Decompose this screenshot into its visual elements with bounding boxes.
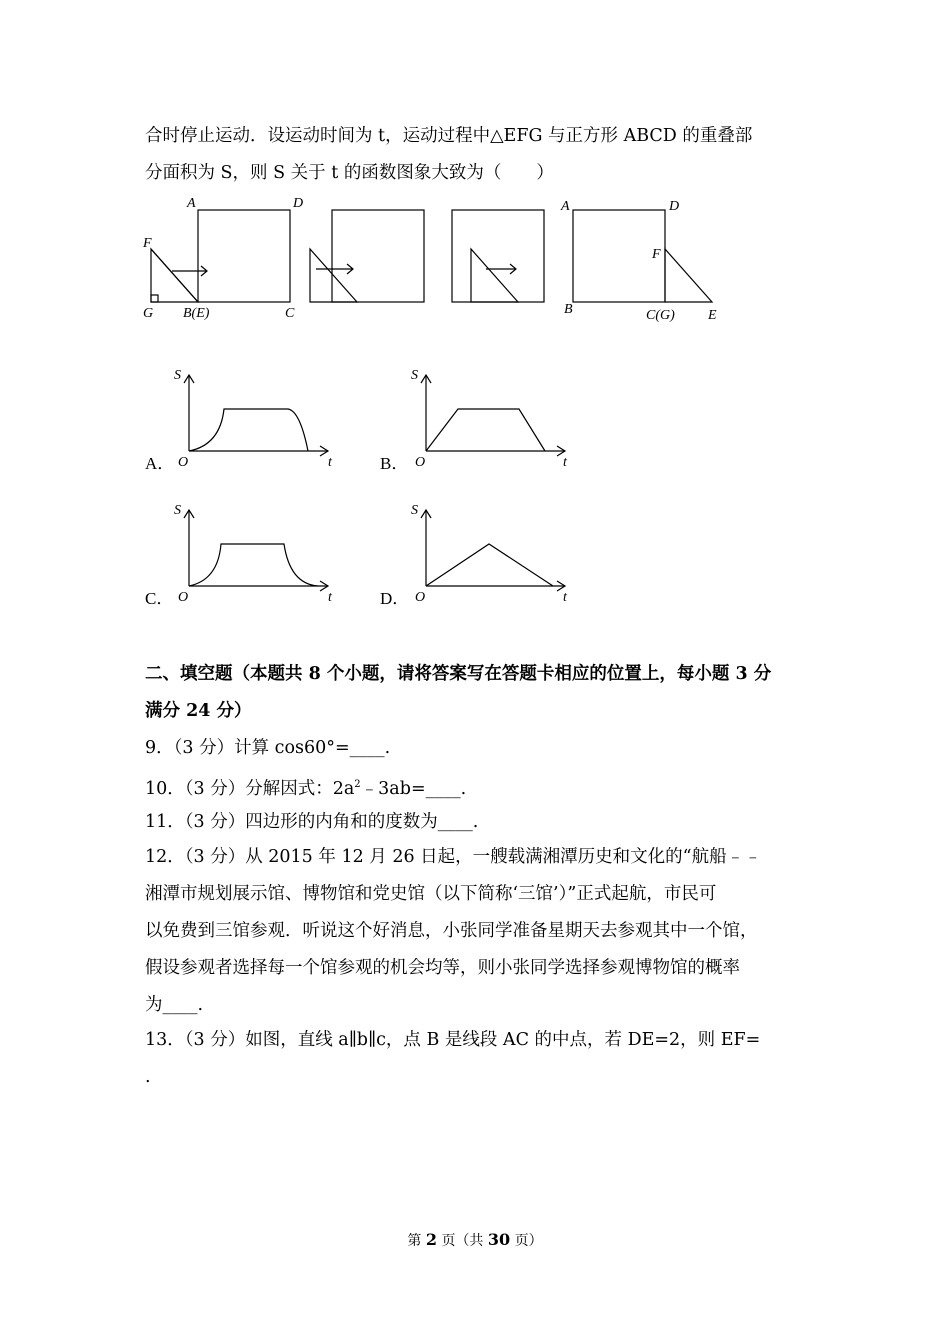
triangle-4 (665, 249, 712, 302)
q12-line5: 为____. (145, 995, 204, 1015)
motion-figure (0, 0, 950, 340)
graph-b-s: S (411, 368, 418, 383)
footer-total-pages: 30 (487, 1230, 511, 1249)
curve-a (189, 409, 308, 451)
graph-d-o: O (415, 590, 426, 605)
graph-c-s: S (174, 503, 181, 518)
triangle-3 (471, 249, 518, 302)
curve-c (189, 544, 318, 586)
graph-a (160, 365, 340, 470)
footer-mid: 页（共 (441, 1233, 484, 1249)
option-d: D． (380, 589, 410, 608)
label-F: F (143, 236, 152, 251)
q12-line2: 湘潭市规划展示馆、博物馆和党史馆（以下简称‘三馆’）”正式起航，市民可 (145, 884, 717, 904)
label-A2: A (561, 199, 570, 214)
graph-b-t: t (563, 455, 567, 470)
question-11: 11．（3 分）四边形的内角和的度数为____. (145, 812, 479, 832)
square-1 (198, 210, 290, 302)
graph-d-t: t (563, 590, 567, 605)
q10-post: ﹣3ab=____. (360, 778, 467, 799)
graph-b-o: O (415, 455, 426, 470)
q8-line2: 分面积为 S，则 S 关于 t 的函数图象大致为（ ） (145, 163, 554, 183)
section2-title-line1: 二、填空题（本题共 8 个小题，请将答案写在答题卡相应的位置上，每小题 3 分 (145, 664, 772, 684)
graph-d (397, 500, 577, 605)
curve-d (426, 544, 553, 586)
square-3 (452, 210, 544, 302)
label-C: C (285, 306, 295, 321)
label-B2: B (564, 302, 573, 317)
graph-a-s: S (174, 368, 181, 383)
q12-line1: 12．（3 分）从 2015 年 12 月 26 日起，一艘载满湘潭历史和文化的“航船﹣﹣ (145, 847, 762, 867)
label-G: G (143, 306, 154, 321)
footer-page-number: 2 (425, 1230, 437, 1249)
q13-line1: 13．（3 分）如图，直线 a∥b∥c，点 B 是线段 AC 的中点，若 DE=2，则 EF= (145, 1030, 761, 1050)
label-D2: D (669, 199, 680, 214)
graph-a-o: O (178, 455, 189, 470)
triangle-2 (310, 249, 357, 302)
section2-title-line2: 满分 24 分） (145, 701, 252, 721)
graph-b (397, 365, 577, 470)
q12-line3: 以免费到三馆参观．听说这个好消息，小张同学准备星期天去参观其中一个馆， (145, 921, 758, 941)
label-E2: E (708, 308, 717, 323)
label-D: D (293, 196, 304, 211)
q10-pre: 10．（3 分）分解因式：2a (145, 778, 355, 799)
footer-pre: 第 (407, 1233, 422, 1249)
q12-line4: 假设参观者选择每一个馆参观的机会均等，则小张同学选择参观博物馆的概率 (145, 958, 740, 978)
graph-d-s: S (411, 503, 418, 518)
label-BE: B(E) (183, 306, 210, 321)
option-a: A． (145, 454, 175, 473)
option-b: B． (380, 454, 409, 473)
label-A: A (187, 196, 196, 211)
label-CG: C(G) (646, 308, 675, 323)
q13-line2: . (145, 1067, 151, 1087)
q8-line1: 合时停止运动．设运动时间为 t，运动过程中△EFG 与正方形 ABCD 的重叠部 (145, 126, 753, 146)
question-10 (145, 774, 466, 800)
graph-c-t: t (328, 590, 332, 605)
graph-c-o: O (178, 590, 189, 605)
footer-post: 页） (514, 1233, 543, 1249)
graph-a-t: t (328, 455, 332, 470)
curve-b (426, 409, 545, 451)
q10-sup: 2 (354, 779, 361, 790)
graph-c (160, 500, 340, 605)
page-footer (0, 1230, 950, 1250)
question-9: 9．（3 分）计算 cos60°=____. (145, 738, 391, 758)
square-2 (332, 210, 424, 302)
label-F2: F (652, 247, 661, 262)
option-c: C． (145, 589, 174, 608)
